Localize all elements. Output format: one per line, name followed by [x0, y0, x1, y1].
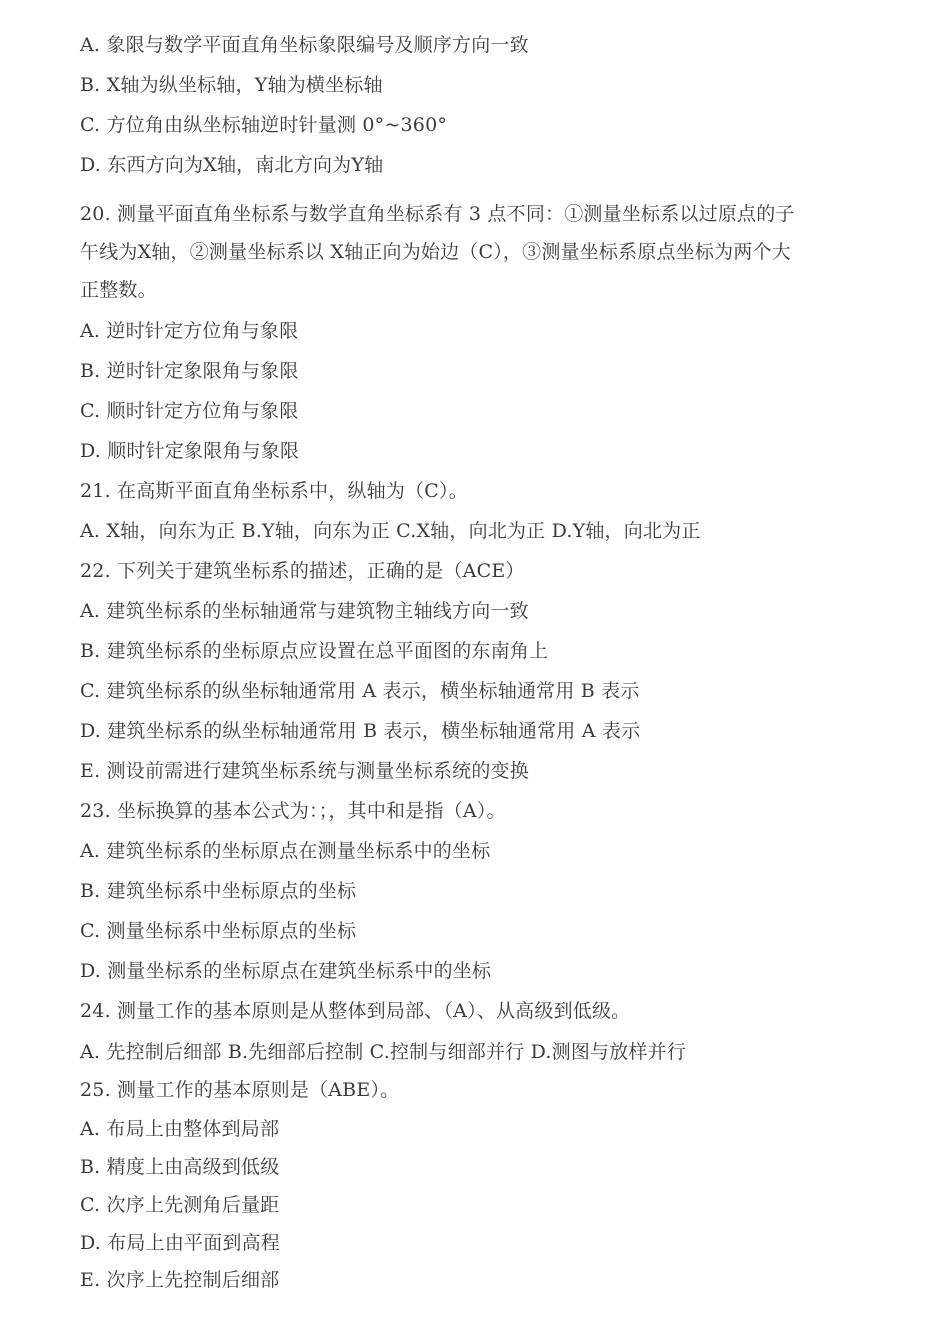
- question-25: 25. 测量工作的基本原则是（ABE）。: [80, 1079, 400, 1101]
- q20-option-c: C. 顺时针定方位角与象限: [80, 400, 299, 422]
- option-b: B. X轴为纵坐标轴，Y轴为横坐标轴: [80, 74, 383, 96]
- q22-option-c: C. 建筑坐标系的纵坐标轴通常用 A 表示，横坐标轴通常用 B 表示: [80, 680, 640, 702]
- q22-option-d: D. 建筑坐标系的纵坐标轴通常用 B 表示，横坐标轴通常用 A 表示: [80, 720, 641, 742]
- q20-option-a: A. 逆时针定方位角与象限: [80, 320, 299, 342]
- q25-option-d: D. 布局上由平面到高程: [80, 1232, 281, 1254]
- question-24: 24. 测量工作的基本原则是从整体到局部、（A）、从高级到低级。: [80, 1000, 631, 1022]
- question-22: 22. 下列关于建筑坐标系的描述，正确的是（ACE）: [80, 560, 525, 582]
- question-20-line-1: 20. 测量平面直角坐标系与数学直角坐标系有 3 点不同：①测量坐标系以过原点的子: [80, 203, 795, 225]
- question-20: [80, 195, 875, 309]
- q25-option-a: A. 布局上由整体到局部: [80, 1118, 280, 1140]
- q22-option-e: E. 测设前需进行建筑坐标系统与测量坐标系统的变换: [80, 760, 529, 782]
- q24-options: A. 先控制后细部 B.先细部后控制 C.控制与细部并行 D.测图与放样并行: [80, 1041, 687, 1063]
- q22-option-b: B. 建筑坐标系的坐标原点应设置在总平面图的东南角上: [80, 640, 549, 662]
- q25-option-e: E. 次序上先控制后细部: [80, 1269, 280, 1291]
- q23-option-d: D. 测量坐标系的坐标原点在建筑坐标系中的坐标: [80, 960, 492, 982]
- option-d: D. 东西方向为X轴，南北方向为Y轴: [80, 154, 384, 176]
- option-a: A. 象限与数学平面直角坐标象限编号及顺序方向一致: [80, 34, 529, 56]
- question-23: 23. 坐标换算的基本公式为：；，其中和是指（A）。: [80, 800, 506, 822]
- question-21: 21. 在高斯平面直角坐标系中，纵轴为（C）。: [80, 480, 468, 502]
- q23-option-a: A. 建筑坐标系的坐标原点在测量坐标系中的坐标: [80, 840, 491, 862]
- q20-option-d: D. 顺时针定象限角与象限: [80, 440, 300, 462]
- q22-option-a: A. 建筑坐标系的坐标轴通常与建筑物主轴线方向一致: [80, 600, 529, 622]
- q23-option-c: C. 测量坐标系中坐标原点的坐标: [80, 920, 357, 942]
- q21-options: A. X轴，向东为正 B.Y轴，向东为正 C.X轴，向北为正 D.Y轴，向北为正: [80, 520, 701, 542]
- q25-option-b: B. 精度上由高级到低级: [80, 1156, 280, 1178]
- option-c: C. 方位角由纵坐标轴逆时针量测 0°~360°: [80, 114, 448, 136]
- q20-option-b: B. 逆时针定象限角与象限: [80, 360, 299, 382]
- q25-option-c: C. 次序上先测角后量距: [80, 1194, 280, 1216]
- question-20-line-3: 正整数。: [80, 279, 157, 301]
- q23-option-b: B. 建筑坐标系中坐标原点的坐标: [80, 880, 357, 902]
- question-20-line-2: 午线为X轴，②测量坐标系以 X轴正向为始边（C），③测量坐标系原点坐标为两个大: [80, 241, 791, 263]
